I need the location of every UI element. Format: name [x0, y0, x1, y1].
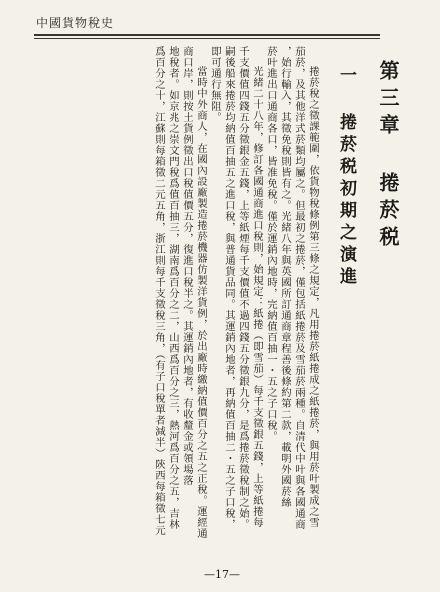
header-rule — [34, 34, 380, 36]
text-column: 當時中外商人，在國內設廠製造捲菸機器仿製洋貨例，於出廠時繳納值價百分之五之正稅。運經通 — [195, 66, 207, 539]
spacer — [360, 46, 370, 566]
text-column: 千支價值四錢五分徵銀金五錢，上等紙煙每千支價值不過四錢五分徵銀九分，是爲捲菸徵稅制之始。 — [237, 46, 249, 530]
text-column: 光緒二十八年，修訂各國通商進口稅則，始規定：紙捲（即雪茄）每千支徵銀五錢，上等紙捲每 — [251, 66, 263, 528]
text-column: 茄菸，及其他洋式菸類均屬之。但最初之捲菸，僅包括紙捲菸及雪茄菸兩種。自清代中叶與各國通商 — [293, 46, 305, 530]
text-column: 爲百分之十，江蘇則每箱徵二元五角，浙江則每千支徵稅三角，（有子口稅單者減半）陝西每箱徵七元 — [153, 46, 165, 536]
text-column: ，始行輸入，其徵免稅則皆有之。光緒八年與英國所訂通商章程善後條約第二款，載明外國菸絲 — [279, 46, 291, 508]
chapter-title: 第三章 捲菸税 — [376, 60, 400, 253]
page-number: —17— — [204, 568, 240, 581]
running-header-title: 中國貨物稅史 — [36, 16, 115, 30]
text-column: 嗣後船來捲菸均納值百抽五之進口稅，與普通貨品同。其運銷內地者，再納值百抽二・五之子口稅， — [223, 46, 235, 530]
text-column: 即可通行無阻。 — [209, 46, 221, 123]
header-rule-thin — [34, 38, 380, 39]
text-column: 菸叶進出口通商各口，皆准免稅。僅於運銷內地時，完納值百抽一・五之子口稅。 — [265, 46, 277, 442]
vertical-text-body — [28, 46, 406, 568]
section-title: 一 捲菸税初期之演進 — [336, 66, 356, 289]
text-column: 地稅者。如京兆之崇文門稅爲值百抽三，湖南爲百分之二，山西爲百分之三，熱河爲百分之五，吉林 — [167, 46, 179, 530]
text-column: 商口岸，則按土貨例徵出口稅值價五分，復進口稅半之。其運銷內地者，有收釐金或領場落 — [181, 46, 193, 486]
text-column: 捲菸稅之徵課範圍，依貨物稅條例第三條之規定，凡用捲菸紙捲成之紙捲菸，與用菸叶製成之雪 — [307, 66, 319, 528]
spacer — [320, 46, 330, 566]
